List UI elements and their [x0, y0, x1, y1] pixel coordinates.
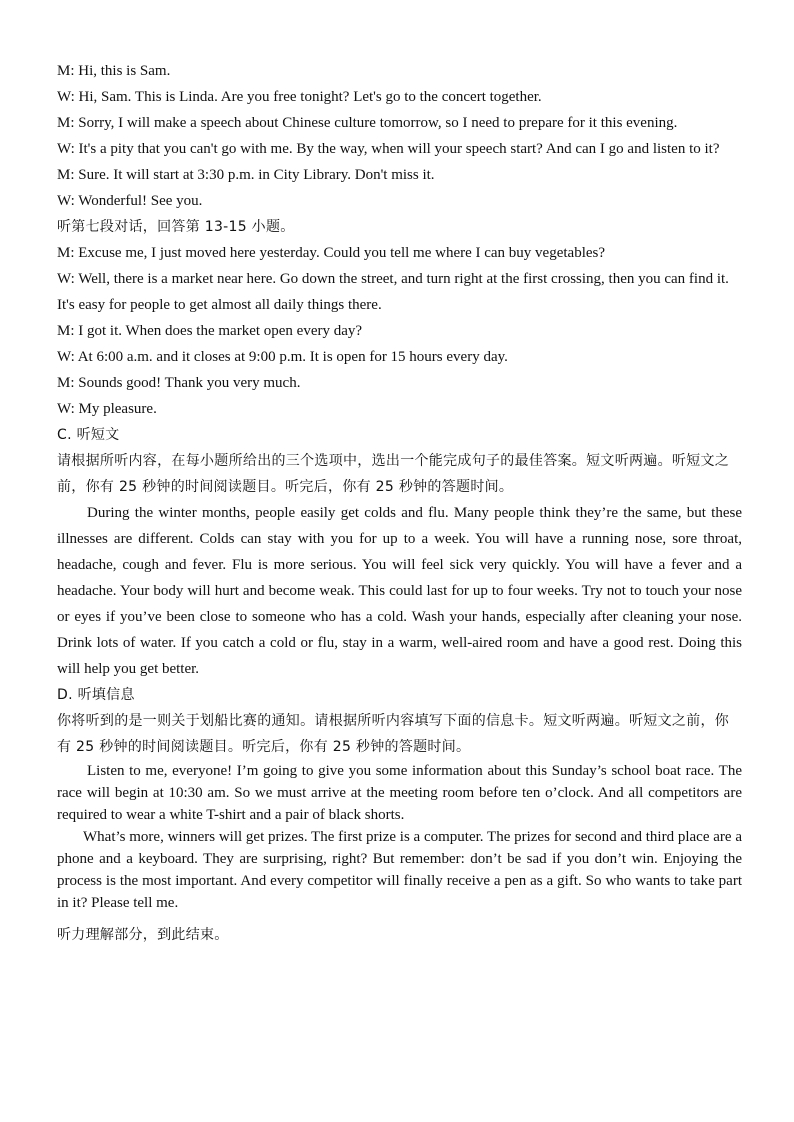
dialogue-line: M: Sounds good! Thank you very much.	[57, 375, 301, 391]
section-c-instructions: 请根据所听内容，在每小题所给出的三个选项中，选出一个能完成句子的最佳答案。短文听两遍。听短文之前，你有 25 秒钟的时间阅读题目。听完后，你有 25 秒钟的答题时间。	[57, 453, 730, 495]
dialogue-line: M: Excuse me, I just moved here yesterday. Could you tell me where I can buy vegetables?	[57, 245, 606, 261]
dialogue-line: W: At 6:00 a.m. and it closes at 9:00 p.m. It is open for 15 hours every day.	[57, 349, 508, 365]
dialogue-line: W: It's a pity that you can't go with me. By the way, when will your speech start? And can I go and listen to it?	[57, 141, 720, 157]
section-c-passage: During the winter months, people easily get colds and flu. Many people think they’re the same, but these illnesses are different. Colds can stay with you for up to a week. You will have a running nose, sore throat, headache, cough and fever. Flu is more serious. You will feel sick very quickly. You will have a fever and a headache. Your body will hurt and become weak. This could last for up to four weeks. Try not to touch your nose or eyes if you’ve been close to someone who has a cold. Wash your hands, especially after cleaning your nose. Drink lots of water. If you catch a cold or flu, stay in a warm, well-aired room and have a good rest. Doing this will help you get better.	[57, 505, 742, 677]
ending-note: 听力理解部分，到此结束。	[57, 927, 229, 943]
dialogue-6	[57, 58, 742, 214]
section-c-heading: C. 听短文	[57, 427, 120, 443]
section-d-heading: D. 听填信息	[57, 687, 135, 703]
dialogue-line: W: Wonderful! See you.	[57, 193, 203, 209]
document-page	[57, 58, 742, 948]
dialogue-line: W: Well, there is a market near here. Go down the street, and turn right at the first crossing, then you can find it. It's easy for people to get almost all daily things there.	[57, 271, 729, 313]
section-d-instructions: 你将听到的是一则关于划船比赛的通知。请根据所听内容填写下面的信息卡。短文听两遍。听短文之前，你有 25 秒钟的时间阅读题目。听完后，你有 25 秒钟的答题时间。	[57, 713, 730, 755]
dialogue-line: M: Sorry, I will make a speech about Chinese culture tomorrow, so I need to prepare for it this evening.	[57, 115, 678, 131]
dialogue-line: M: Hi, this is Sam.	[57, 63, 171, 79]
dialogue-line: M: Sure. It will start at 3:30 p.m. in City Library. Don't miss it.	[57, 167, 435, 183]
dialogue-7-heading: 听第七段对话，回答第 13-15 小题。	[57, 219, 295, 235]
section-d-passage-1: Listen to me, everyone! I’m going to give you some information about this Sunday’s school boat race. The race will begin at 10:30 am. So we must arrive at the meeting room before ten o’clock. And all competitors are required to wear a white T-shirt and a pair of black shorts.	[57, 763, 742, 823]
dialogue-line: W: My pleasure.	[57, 401, 157, 417]
dialogue-line: W: Hi, Sam. This is Linda. Are you free tonight? Let's go to the concert together.	[57, 89, 542, 105]
dialogue-7	[57, 240, 742, 422]
dialogue-line: M: I got it. When does the market open every day?	[57, 323, 363, 339]
section-d-passage-2: What’s more, winners will get prizes. The first prize is a computer. The prizes for second and third place are a phone and a keyboard. They are surprising, right? But remember: don’t be sad if you don’t win. Enjoying the process is the most important. And every competitor will finally receive a pen as a gift. So who wants to take part in it? Please tell me.	[57, 829, 742, 911]
